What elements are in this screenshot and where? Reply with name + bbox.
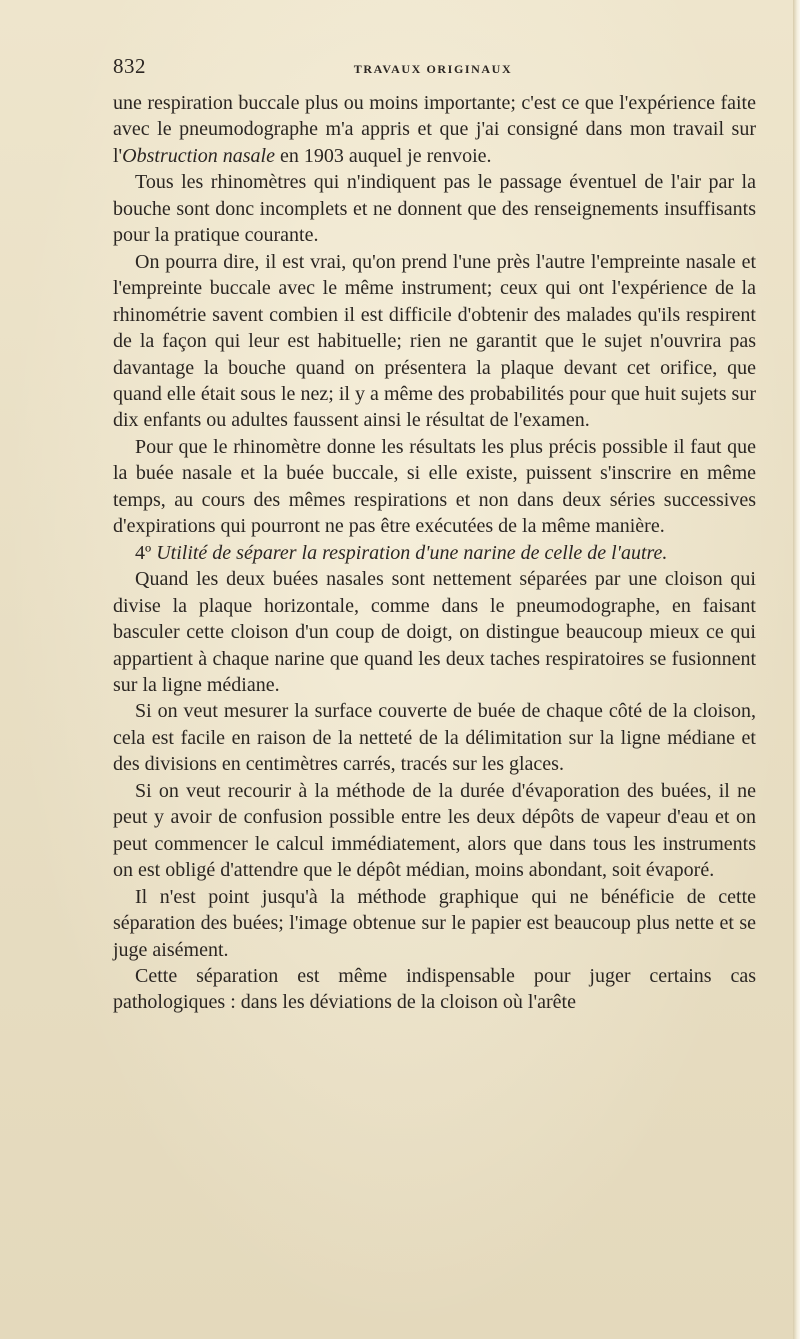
section-title: Utilité de séparer la respiration d'une narine de celle de l'autre. [156, 541, 668, 564]
section-number: 4º [135, 541, 152, 564]
paragraph-7: Si on veut recourir à la méthode de la durée d'évaporation des buées, il ne peut y avoir de confusion possible entre les deux dépôts de vapeur d'eau et on peut commencer le calcul immédiatement, alors que dans tous les instruments on est obligé d'attendre que le dépôt médian, moins abondant, soit évaporé. [113, 779, 756, 882]
paragraph-1-text: une respiration buccale plus ou moins importante; c'est ce que l'expérience faite avec le pneumodographe m'a appris et que j'ai consigné dans mon travail sur l' [113, 92, 756, 167]
paragraph-8: Il n'est point jusqu'à la méthode graphique qui ne bénéficie de cette séparation des buées; l'image obtenue sur le papier est beaucoup plus nette et se juge aisément. [113, 885, 756, 961]
paragraph-3: On pourra dire, il est vrai, qu'on prend l'une près l'autre l'empreinte nasale et l'empreinte buccale avec le même instrument; ceux qui ont l'expérience de la rhinométrie savent combien il est difficile d'obtenir des malades qu'ils respirent de la façon qui leur est habituelle; rien ne garantit que le sujet n'ouvrira pas davantage la bouche quand on présentera la plaque devant cet orifice, que quand elle était sous le nez; il y a même des probabilités pour que huit sujets sur dix enfants ou adultes faussent ainsi le résultat de l'examen. [113, 250, 756, 432]
paragraph-4: Pour que le rhinomètre donne les résultats les plus précis possible il faut que la buée nasale et la buée buccale, si elle existe, puissent s'inscrire en même temps, au cours des mêmes respirations et non dans deux séries successives d'expirations qui pourront ne pas être exécutées de la même manière. [113, 435, 756, 538]
body-text [113, 90, 756, 1016]
paragraph-2: Tous les rhinomètres qui n'indiquent pas le passage éventuel de l'air par la bouche sont donc incomplets et ne donnent que des renseignements insuffisants pour la pratique courante. [113, 171, 756, 247]
paragraph-1 [113, 90, 756, 169]
paragraph-6: Si on veut mesurer la surface couverte de buée de chaque côté de la cloison, cela est facile en raison de la netteté de la délimitation sur la ligne médiane et des divisions en centimètres carrés, tracés sur les glaces. [113, 700, 756, 776]
page-edge [793, 0, 800, 1339]
paragraph-9: Cette séparation est même indispensable pour juger certains cas pathologiques : dans les déviations de la cloison où l'arête [113, 964, 756, 1014]
paragraph-1-text-end: en 1903 auquel je renvoie. [274, 144, 492, 167]
page-number: 832 [113, 54, 146, 78]
section-heading [113, 540, 756, 566]
page-header [113, 54, 753, 94]
paragraph-5: Quand les deux buées nasales sont nettement séparées par une cloison qui divise la plaque horizontale, comme dans le pneumodographe, en faisant basculer cette cloison d'un coup de doigt, on distingue beaucoup mieux ce qui appartient à chaque narine que quand les deux taches respiratoires se fusionnent sur la ligne médiane. [113, 568, 756, 696]
paragraph-1-italic: Obstruction nasale [122, 144, 275, 167]
running-title: TRAVAUX ORIGINAUX [353, 62, 513, 76]
